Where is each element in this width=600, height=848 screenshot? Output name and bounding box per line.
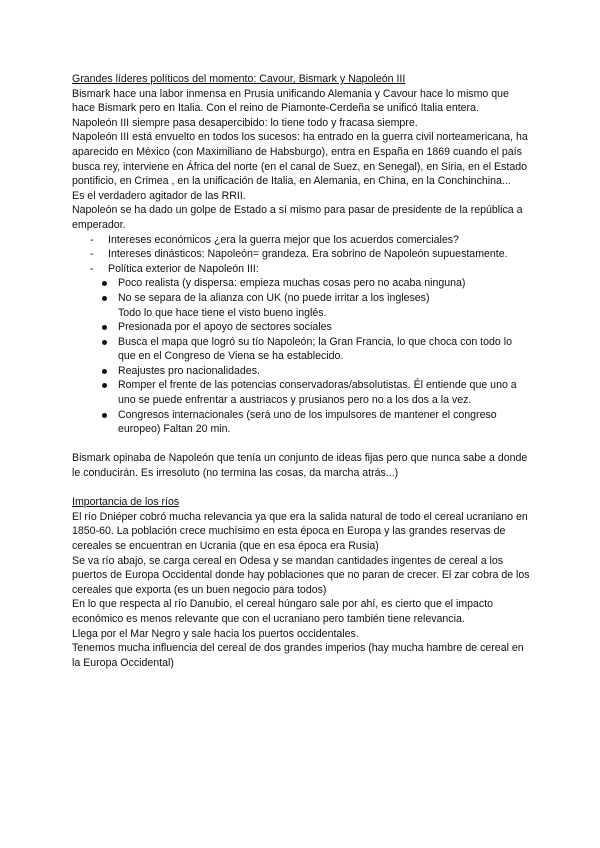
bullet-text: Presionada por el apoyo de sectores sociales bbox=[118, 321, 332, 334]
paragraph: Napoleón se ha dado un golpe de Estado a sí mismo para pasar de presidente de la república a emperador. bbox=[72, 204, 523, 231]
document-body bbox=[72, 72, 532, 670]
bullet-text: No se separa de la alianza con UK (no puede irritar a los ingleses) bbox=[118, 291, 430, 304]
dash-list bbox=[72, 233, 532, 277]
paragraph: Llega por el Mar Negro y sale hacia los puertos occidentales. bbox=[72, 627, 359, 640]
spacer bbox=[72, 437, 532, 452]
paragraph: En lo que respecta al río Danubio, el cereal húngaro sale por ahí, es cierto que el impacto económico es menos relevante que con el ucraniano pero también tiene relevancia. bbox=[72, 598, 494, 625]
section-heading-rivers: Importancia de los ríos bbox=[72, 496, 180, 509]
bullet-item bbox=[102, 408, 532, 437]
bullet-item bbox=[102, 320, 532, 335]
spacer bbox=[72, 481, 532, 496]
dash-list-item: - Intereses dinásticos: Napoleón= grandeza. Era sobrino de Napoleón supuestamente. bbox=[90, 247, 532, 262]
bullet-item bbox=[102, 364, 532, 379]
paragraph: Bismark hace una labor inmensa en Prusia unificando Alemania y Cavour hace lo mismo que hace Bismark pero en Italia. Con el reino de Piamonte-Cerdeña se unificó Italia entera. bbox=[72, 87, 509, 115]
paragraph: Napoleón III está envuelto en todos los sucesos: ha entrado en la guerra civil norteamericana, ha aparecido en México (con Maximiliano de Habsburgo), entra en España en 1869 cuando el país busca rey, interviene en África del norte (en el canal de Suez, en Senegal), en Siria, en el Estado pontificio, en Crimea , en la unificación de Italia, en Alemania, en China, en la Conchinchina... bbox=[72, 131, 528, 188]
dash-list-item: - Intereses económicos ¿era la guerra mejor que los acuerdos comerciales? bbox=[90, 233, 532, 248]
bullet-item bbox=[102, 291, 532, 320]
paragraph-bismark-opinion: Bismark opinaba de Napoleón que tenía un conjunto de ideas fijas pero que nunca sabe a donde le conducirán. Es irresoluto (no termina las cosas, da marcha atrás...) bbox=[72, 452, 528, 480]
bullet-item bbox=[102, 378, 532, 407]
paragraph: Tenemos mucha influencia del cereal de dos grandes imperios (hay mucha hambre de cereal en la Europa Occidental) bbox=[72, 642, 524, 669]
paragraph: Napoleón III siempre pasa desapercibido: lo tiene todo y fracasa siempre. bbox=[72, 116, 418, 129]
bullet-list-foreign-policy bbox=[72, 276, 532, 437]
bullet-text: Reajustes pro nacionalidades. bbox=[118, 364, 260, 377]
bullet-text: Congresos internacionales (será uno de los impulsores de mantener el congreso europeo) Faltan 20 min. bbox=[118, 408, 497, 436]
bullet-text: Romper el frente de las potencias conservadoras/absolutistas. Él entiende que uno a uno se puede enfrentar a austriacos y prusianos pero no a los dos a la vez. bbox=[118, 379, 517, 407]
paragraph: El río Dniéper cobró mucha relevancia ya que era la salida natural de todo el cereal ucraniano en 1850-60. La población crece muchísimo en esta época en Europa y las grandes reservas de cereales se encuentran en Ucrania (que en esa época era Rusia) bbox=[72, 510, 528, 552]
bullet-text: Poco realista (y dispersa: empieza muchas cosas pero no acaba ninguna) bbox=[118, 277, 466, 290]
bullet-text: Busca el mapa que logró su tío Napoleón; la Gran Francia, lo que choca con todo lo que en el Congreso de Viena se ha establecido. bbox=[118, 335, 512, 363]
paragraph: Es el verdadero agitador de las RRII. bbox=[72, 189, 246, 202]
bullet-item bbox=[102, 276, 532, 291]
section-heading-leaders: Grandes líderes políticos del momento: Cavour, Bismark y Napoleón III bbox=[72, 73, 406, 85]
bullet-text-continuation: Todo lo que hace tiene el visto bueno inglés. bbox=[118, 306, 327, 319]
dash-list-item: - Política exterior de Napoleón III: bbox=[90, 262, 532, 277]
bullet-item bbox=[102, 335, 532, 364]
paragraph: Se va río abajo, se carga cereal en Odesa y se mandan cantidades ingentes de cereal a los puertos de Europa Occidental donde hay poblaciones que no paran de crecer. El zar cobra de los cereales que exporta (es un buen negocio para todos) bbox=[72, 554, 530, 596]
